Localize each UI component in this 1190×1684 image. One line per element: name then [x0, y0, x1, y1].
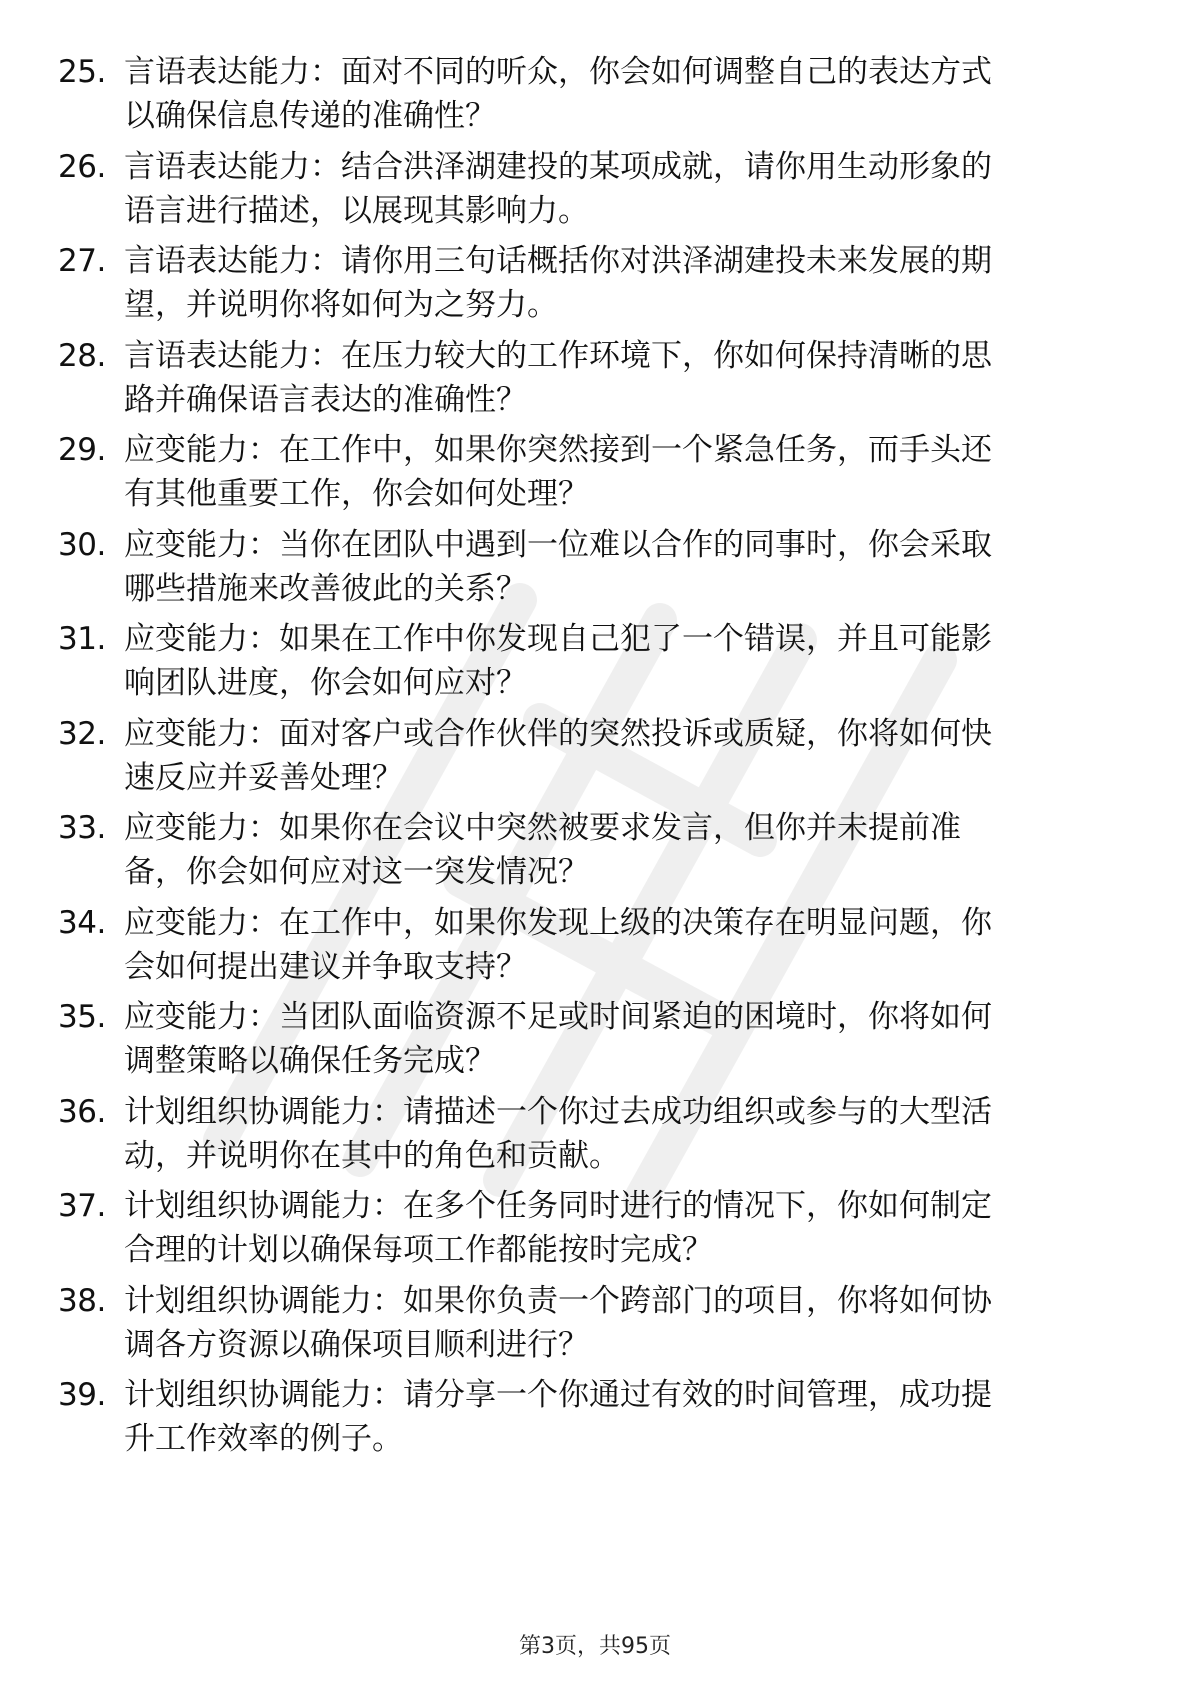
question-number: 31.: [58, 621, 106, 657]
question-item: [58, 334, 1118, 429]
question-number: 36.: [58, 1093, 106, 1130]
question-text: 应变能力：当团队面临资源不足或时间紧迫的困境时，你将如何 调整策略以确保任务完成？: [124, 999, 992, 1079]
question-number: 38.: [58, 1282, 106, 1319]
question-list: [58, 50, 1118, 1468]
question-text: 应变能力：面对客户或合作伙伴的突然投诉或质疑，你将如何快 速反应并妥善处理？: [124, 715, 992, 796]
question-item: [58, 1090, 1118, 1185]
question-item: [58, 901, 1118, 996]
question-item: [58, 617, 1118, 712]
question-number: 39.: [58, 1377, 106, 1413]
question-text: 言语表达能力：结合洪泽湖建投的某项成就，请你用生动形象的 语言进行描述，以展现其影响力。: [124, 148, 992, 229]
question-text: 应变能力：如果你在会议中突然被要求发言，但你并未提前准 备，你会如何应对这一突发情况？: [124, 810, 961, 890]
question-number: 30.: [58, 526, 106, 563]
question-item: [58, 428, 1118, 523]
question-item: [58, 145, 1118, 240]
question-item: [58, 806, 1118, 901]
page-number-label: 第3页，共95页: [519, 1634, 671, 1659]
question-number: 26.: [58, 148, 106, 185]
question-text: 言语表达能力：请你用三句话概括你对洪泽湖建投未来发展的期 望，并说明你将如何为之努力。: [124, 243, 992, 323]
question-number: 25.: [58, 54, 106, 90]
question-number: 32.: [58, 715, 106, 752]
question-text: 计划组织协调能力：请描述一个你过去成功组织或参与的大型活 动，并说明你在其中的角色和贡献。: [124, 1093, 992, 1174]
question-number: 37.: [58, 1188, 106, 1224]
question-text: 应变能力：在工作中，如果你发现上级的决策存在明显问题，你 会如何提出建议并争取支持？: [124, 904, 992, 985]
question-item: [58, 523, 1118, 618]
question-text: 计划组织协调能力：在多个任务同时进行的情况下，你如何制定 合理的计划以确保每项工作都能按时完成？: [124, 1188, 992, 1268]
question-item: [58, 50, 1118, 145]
question-text: 计划组织协调能力：请分享一个你通过有效的时间管理，成功提 升工作效率的例子。: [124, 1377, 992, 1457]
question-number: 33.: [58, 810, 106, 846]
question-item: [58, 1279, 1118, 1374]
question-text: 应变能力：当你在团队中遇到一位难以合作的同事时，你会采取 哪些措施来改善彼此的关系？: [124, 526, 992, 607]
question-text: 言语表达能力：在压力较大的工作环境下，你如何保持清晰的思 路并确保语言表达的准确性？: [124, 337, 992, 418]
question-number: 27.: [58, 243, 106, 279]
question-number: 35.: [58, 999, 106, 1035]
question-number: 28.: [58, 337, 106, 374]
question-number: 34.: [58, 904, 106, 941]
page-footer: [0, 1632, 1190, 1662]
question-item: [58, 1373, 1118, 1468]
question-item: [58, 712, 1118, 807]
question-number: 29.: [58, 432, 106, 468]
question-text: 应变能力：如果在工作中你发现自己犯了一个错误，并且可能影 响团队进度，你会如何应对？: [124, 621, 992, 701]
question-item: [58, 1184, 1118, 1279]
question-text: 应变能力：在工作中，如果你突然接到一个紧急任务，而手头还 有其他重要工作，你会如何处理？: [124, 432, 992, 512]
question-text: 言语表达能力：面对不同的听众，你会如何调整自己的表达方式 以确保信息传递的准确性？: [124, 54, 992, 134]
question-item: [58, 995, 1118, 1090]
question-item: [58, 239, 1118, 334]
question-text: 计划组织协调能力：如果你负责一个跨部门的项目，你将如何协 调各方资源以确保项目顺利进行？: [124, 1282, 992, 1363]
